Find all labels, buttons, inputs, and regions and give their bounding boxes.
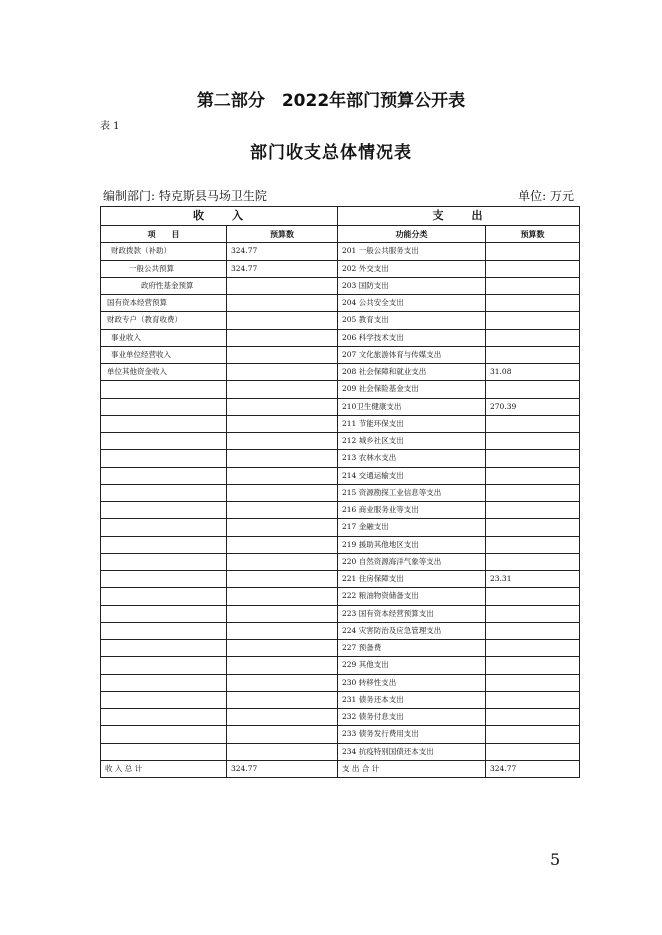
expense-amount-cell xyxy=(486,329,580,346)
income-amount-cell xyxy=(227,398,338,415)
expense-amount-cell xyxy=(486,691,580,708)
income-amount-cell xyxy=(227,588,338,605)
table-row xyxy=(101,398,580,415)
table-row xyxy=(101,415,580,432)
income-item-cell: 一般公共预算 xyxy=(101,260,227,277)
table-row xyxy=(101,640,580,657)
table-row xyxy=(101,295,580,312)
income-item-cell xyxy=(101,433,227,450)
income-amount-cell xyxy=(227,709,338,726)
income-group-header: 收 入 xyxy=(101,207,338,226)
function-category-cell: 204 公共安全支出 xyxy=(338,295,486,312)
income-item-cell: 政府性基金预算 xyxy=(101,277,227,294)
function-category-cell: 207 文化旅游体育与传媒支出 xyxy=(338,346,486,363)
function-category-cell: 214 交通运输支出 xyxy=(338,467,486,484)
income-item-cell: 财政专户（教育收费） xyxy=(101,312,227,329)
income-item-cell xyxy=(101,588,227,605)
group-header-row xyxy=(101,207,580,226)
function-category-cell: 217 金融支出 xyxy=(338,519,486,536)
expense-amount-cell xyxy=(486,433,580,450)
function-category-cell: 210卫生健康支出 xyxy=(338,398,486,415)
table-row xyxy=(101,467,580,484)
function-category-cell: 216 商业服务业等支出 xyxy=(338,502,486,519)
expense-amount-cell: 23.31 xyxy=(486,571,580,588)
expense-amount-cell xyxy=(486,346,580,363)
function-category-cell: 231 债务还本支出 xyxy=(338,691,486,708)
page-number: 5 xyxy=(550,850,561,869)
function-category-cell: 219 援助其他地区支出 xyxy=(338,536,486,553)
function-category-cell: 229 其他支出 xyxy=(338,657,486,674)
income-amount-cell xyxy=(227,433,338,450)
income-amount-cell xyxy=(227,346,338,363)
expense-group-header: 支 出 xyxy=(338,207,580,226)
function-category-cell: 215 资源勘探工业信息等支出 xyxy=(338,484,486,501)
expense-amount-cell xyxy=(486,467,580,484)
function-category-cell: 232 债务付息支出 xyxy=(338,709,486,726)
table-row xyxy=(101,726,580,743)
income-item-cell xyxy=(101,674,227,691)
expense-amount-cell xyxy=(486,381,580,398)
table-row xyxy=(101,364,580,381)
expense-amount-cell: 270.39 xyxy=(486,398,580,415)
function-category-cell: 234 抗疫特别国债还本支出 xyxy=(338,743,486,760)
income-amount-cell xyxy=(227,536,338,553)
income-item-cell xyxy=(101,536,227,553)
table-row xyxy=(101,519,580,536)
part-title: 第二部分 2022年部门预算公开表 xyxy=(196,91,466,111)
income-amount-cell xyxy=(227,605,338,622)
income-item-cell: 国有资本经营预算 xyxy=(101,295,227,312)
income-amount-cell xyxy=(227,277,338,294)
total-income-label: 收 入 总 计 xyxy=(101,760,227,777)
income-amount-cell: 324.77 xyxy=(227,260,338,277)
income-item-cell xyxy=(101,622,227,639)
function-category-cell: 223 国有资本经营预算支出 xyxy=(338,605,486,622)
income-item-cell xyxy=(101,640,227,657)
table-row xyxy=(101,381,580,398)
income-amount-cell xyxy=(227,726,338,743)
income-item-cell xyxy=(101,571,227,588)
expense-amount-cell xyxy=(486,726,580,743)
income-amount-cell xyxy=(227,553,338,570)
expense-amount-cell xyxy=(486,640,580,657)
table-row xyxy=(101,277,580,294)
income-amount-cell xyxy=(227,640,338,657)
table-title: 部门收支总体情况表 xyxy=(250,143,412,163)
expense-amount-cell xyxy=(486,415,580,432)
income-item-cell xyxy=(101,691,227,708)
income-amount-cell xyxy=(227,312,338,329)
expense-amount-cell xyxy=(486,260,580,277)
table-row xyxy=(101,312,580,329)
income-item-cell xyxy=(101,381,227,398)
total-expense-amount: 324.77 xyxy=(486,760,580,777)
col-header-expense-amount: 预算数 xyxy=(486,226,580,243)
income-item-cell xyxy=(101,398,227,415)
income-item-cell xyxy=(101,605,227,622)
table-row xyxy=(101,674,580,691)
table-row xyxy=(101,553,580,570)
table-row xyxy=(101,709,580,726)
income-item-cell: 单位其他资金收入 xyxy=(101,364,227,381)
function-category-cell: 208 社会保障和就业支出 xyxy=(338,364,486,381)
income-item-cell xyxy=(101,467,227,484)
income-item-cell xyxy=(101,484,227,501)
table-row xyxy=(101,346,580,363)
income-item-cell xyxy=(101,657,227,674)
income-amount-cell xyxy=(227,674,338,691)
table-row xyxy=(101,622,580,639)
expense-amount-cell xyxy=(486,519,580,536)
expense-amount-cell xyxy=(486,536,580,553)
function-category-cell: 230 转移性支出 xyxy=(338,674,486,691)
table-row xyxy=(101,260,580,277)
expense-amount-cell xyxy=(486,553,580,570)
table-row xyxy=(101,502,580,519)
table-row xyxy=(101,243,580,260)
income-amount-cell xyxy=(227,295,338,312)
income-amount-cell xyxy=(227,622,338,639)
table-row xyxy=(101,433,580,450)
table-row xyxy=(101,691,580,708)
function-category-cell: 206 科学技术支出 xyxy=(338,329,486,346)
income-amount-cell xyxy=(227,415,338,432)
total-income-amount: 324.77 xyxy=(227,760,338,777)
expense-amount-cell xyxy=(486,657,580,674)
expense-amount-cell xyxy=(486,605,580,622)
table-row xyxy=(101,484,580,501)
income-amount-cell xyxy=(227,519,338,536)
col-header-income-amount: 预算数 xyxy=(227,226,338,243)
table-row xyxy=(101,657,580,674)
income-item-cell xyxy=(101,519,227,536)
income-item-cell xyxy=(101,743,227,760)
table-row xyxy=(101,743,580,760)
income-item-cell: 事业单位经营收入 xyxy=(101,346,227,363)
income-amount-cell xyxy=(227,743,338,760)
function-category-cell: 233 债务发行费用支出 xyxy=(338,726,486,743)
expense-amount-cell: 31.08 xyxy=(486,364,580,381)
table-row xyxy=(101,450,580,467)
function-category-cell: 202 外交支出 xyxy=(338,260,486,277)
income-item-cell: 事业收入 xyxy=(101,329,227,346)
column-header-row xyxy=(101,226,580,243)
income-item-cell xyxy=(101,502,227,519)
income-item-cell xyxy=(101,553,227,570)
unit-label: 单位: 万元 xyxy=(518,189,574,203)
function-category-cell: 203 国防支出 xyxy=(338,277,486,294)
expense-amount-cell xyxy=(486,243,580,260)
income-amount-cell: 324.77 xyxy=(227,243,338,260)
income-amount-cell xyxy=(227,691,338,708)
function-category-cell: 227 预备费 xyxy=(338,640,486,657)
expense-amount-cell xyxy=(486,450,580,467)
expense-amount-cell xyxy=(486,588,580,605)
expense-amount-cell xyxy=(486,295,580,312)
income-amount-cell xyxy=(227,467,338,484)
expense-amount-cell xyxy=(486,674,580,691)
income-amount-cell xyxy=(227,571,338,588)
expense-amount-cell xyxy=(486,484,580,501)
function-category-cell: 211 节能环保支出 xyxy=(338,415,486,432)
col-header-item: 项 目 xyxy=(101,226,227,243)
income-amount-cell xyxy=(227,381,338,398)
table-row xyxy=(101,536,580,553)
table-row xyxy=(101,588,580,605)
function-category-cell: 201 一般公共服务支出 xyxy=(338,243,486,260)
table-number: 表 1 xyxy=(100,121,120,132)
income-amount-cell xyxy=(227,484,338,501)
income-amount-cell xyxy=(227,502,338,519)
income-item-cell: 财政拨款（补助） xyxy=(101,243,227,260)
expense-amount-cell xyxy=(486,622,580,639)
income-item-cell xyxy=(101,450,227,467)
col-header-function: 功能分类 xyxy=(338,226,486,243)
income-item-cell xyxy=(101,726,227,743)
income-amount-cell xyxy=(227,364,338,381)
expense-amount-cell xyxy=(486,277,580,294)
income-item-cell xyxy=(101,709,227,726)
table-row xyxy=(101,329,580,346)
table-row xyxy=(101,605,580,622)
expense-amount-cell xyxy=(486,312,580,329)
budget-table xyxy=(100,206,580,778)
function-category-cell: 205 教育支出 xyxy=(338,312,486,329)
function-category-cell: 212 城乡社区支出 xyxy=(338,433,486,450)
function-category-cell: 221 住房保障支出 xyxy=(338,571,486,588)
function-category-cell: 220 自然资源海洋气象等支出 xyxy=(338,553,486,570)
expense-amount-cell xyxy=(486,709,580,726)
table-row xyxy=(101,571,580,588)
function-category-cell: 213 农林水支出 xyxy=(338,450,486,467)
income-item-cell xyxy=(101,415,227,432)
expense-amount-cell xyxy=(486,743,580,760)
function-category-cell: 209 社会保险基金支出 xyxy=(338,381,486,398)
income-amount-cell xyxy=(227,657,338,674)
total-row xyxy=(101,760,580,777)
income-amount-cell xyxy=(227,329,338,346)
function-category-cell: 222 粮油物资储备支出 xyxy=(338,588,486,605)
function-category-cell: 224 灾害防治及应急管理支出 xyxy=(338,622,486,639)
income-amount-cell xyxy=(227,450,338,467)
total-expense-label: 支 出 合 计 xyxy=(338,760,486,777)
expense-amount-cell xyxy=(486,502,580,519)
department-label: 编制部门: 特克斯县马场卫生院 xyxy=(103,189,267,203)
